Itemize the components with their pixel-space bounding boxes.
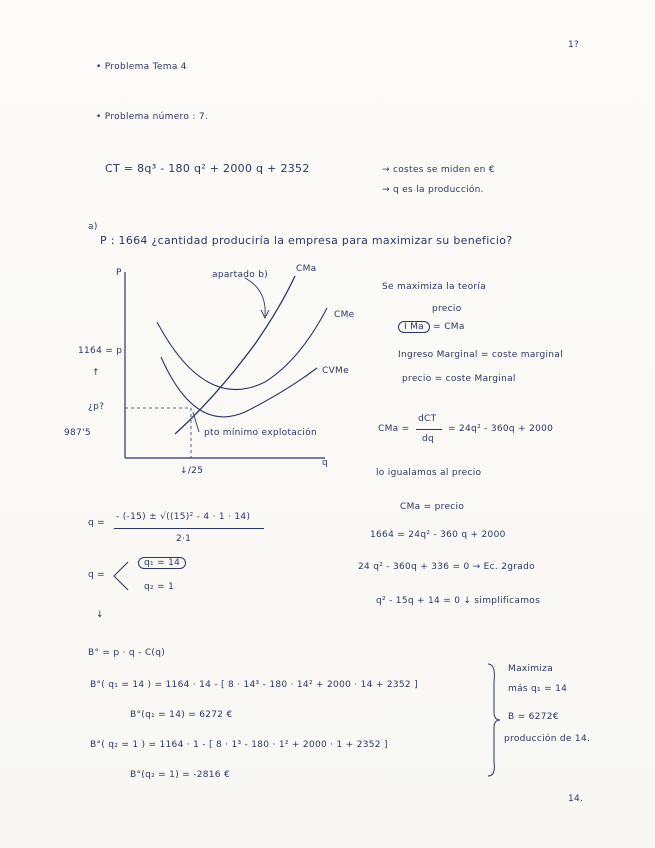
fraction-bar	[416, 429, 442, 430]
ingreso-marginal-line: Ingreso Marginal = coste marginal	[398, 350, 563, 360]
ima-cma: CMa	[444, 322, 465, 332]
annotation-arrow-top	[245, 278, 265, 316]
cma-deriv-right: = 24q² - 360q + 2000	[448, 424, 554, 434]
quadratic-numerator: - (-15) ± √((15)² - 4 · 1 · 14)	[116, 512, 251, 522]
cma-curve	[175, 276, 295, 434]
p-axis-label: P	[116, 268, 122, 278]
summary-benefit: B = 6272€	[508, 712, 559, 722]
maximize-line: Se maximiza la teoría	[382, 282, 487, 292]
q1-circled: q₁ = 14	[138, 557, 186, 569]
unknown-price-label: ¿p?	[88, 402, 105, 412]
cost-note-production: → q es la producción.	[382, 185, 484, 195]
eq-simplified: q² - 15q + 14 = 0 ↓ simplificamos	[376, 596, 541, 606]
part-a-question: P : 1664 ¿cantidad produciría la empresa para maximizar su beneficio?	[100, 234, 513, 247]
igualamos-line: lo igualamos al precio	[376, 468, 482, 478]
eq-second-degree: 24 q² - 360q + 336 = 0 → Ec. 2grado	[358, 562, 535, 572]
benefit-q1-result: B°(q₁ = 14) = 6272 €	[130, 710, 233, 720]
q-axis-label: q	[322, 458, 329, 468]
cvme-label: CVMe	[322, 366, 349, 376]
q1-solution	[138, 558, 186, 568]
page-top-number: 1?	[568, 40, 580, 50]
cma-label: CMa	[296, 264, 317, 274]
q-equals: q =	[88, 518, 106, 528]
ima-boxed: I Ma	[398, 321, 430, 333]
annotation-arrow-min	[193, 412, 199, 432]
part-a-label: a)	[88, 222, 98, 232]
quadratic-fraction-bar	[114, 528, 264, 529]
solutions-brace	[110, 558, 130, 594]
cma-deriv-left: CMa =	[378, 424, 410, 434]
problem-title: • Problema Tema 4	[96, 62, 187, 72]
arrow-up: ↑	[92, 368, 100, 378]
cvme-curve	[161, 357, 317, 417]
problem-number: • Problema número : 7.	[96, 112, 209, 122]
precio-tag: precio	[432, 304, 462, 314]
price-low-label: 987'5	[64, 428, 91, 438]
cma-deriv-num: dCT	[418, 414, 437, 424]
price-label: 1164 = p	[78, 346, 123, 356]
summary-q1: más q₁ = 14	[508, 684, 568, 694]
cost-function: CT = 8q³ - 180 q² + 2000 q + 2352	[105, 162, 310, 175]
summary-maximiza: Maximiza	[508, 664, 554, 674]
page-number: 14.	[568, 794, 584, 804]
ima-equation	[398, 322, 465, 332]
ima-eqsign: =	[433, 322, 442, 332]
benefit-q1-calc: B°( q₁ = 14 ) = 1164 · 14 - [ 8 · 14³ - 180 · 14² + 2000 · 14 + 2352 ]	[90, 680, 418, 690]
quadratic-denominator: 2·1	[176, 534, 192, 544]
cma-deriv-den: dq	[422, 434, 435, 444]
summary-production: producción de 14.	[504, 734, 591, 744]
annotation-min-exploitation: pto mínimo explotación	[204, 428, 317, 438]
cma-precio-line: CMa = precio	[400, 502, 465, 512]
precio-coste-line: precio = coste Marginal	[402, 374, 516, 384]
q2-solution: q₂ = 1	[144, 582, 175, 592]
cme-label: CMe	[334, 310, 355, 320]
cme-curve	[157, 308, 327, 390]
benefit-q2-result: B°(q₂ = 1) = -2816 €	[130, 770, 231, 780]
q-tick-label: ↓/25	[180, 466, 204, 476]
cost-note-euros: → costes se miden en €	[382, 165, 495, 175]
benefit-q2-calc: B°( q₂ = 1 ) = 1164 · 1 - [ 8 · 1³ - 180 · 1² + 2000 · 1 + 2352 ]	[90, 740, 388, 750]
q-solutions-label: q =	[88, 570, 106, 580]
summary-brace	[484, 662, 502, 778]
annotation-apartado-b: apartado b)	[212, 270, 269, 280]
eq-1664: 1664 = 24q² - 360 q + 2000	[370, 530, 506, 540]
benefit-definition: B° = p · q - C(q)	[88, 648, 166, 658]
down-arrow: ↓	[96, 610, 104, 620]
